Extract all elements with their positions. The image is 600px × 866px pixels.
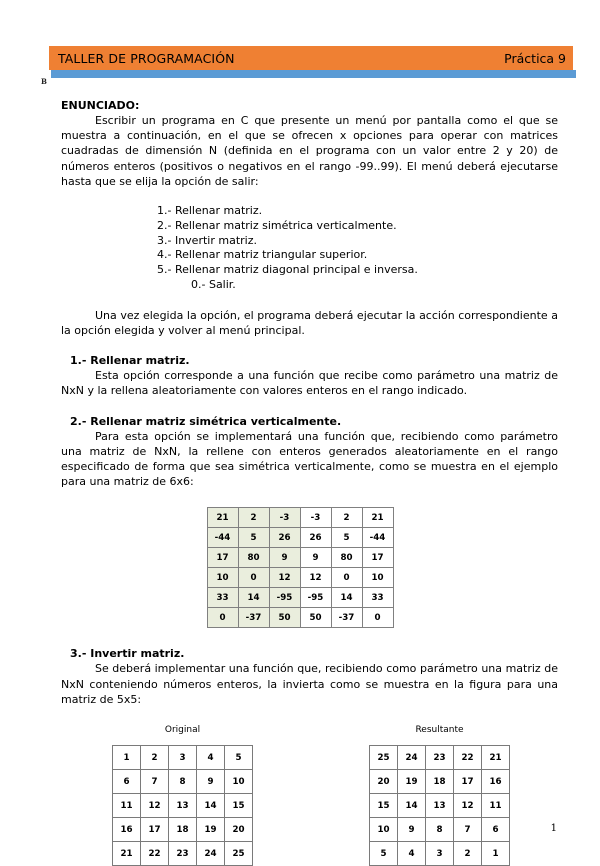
matrix-cell: 50	[269, 608, 300, 628]
spacer	[0, 338, 600, 353]
matrix-row	[207, 508, 393, 528]
matrix-cell: 12	[300, 568, 331, 588]
figure-symmetric-matrix	[0, 507, 600, 628]
spacer	[0, 628, 600, 646]
matrix-row	[370, 770, 510, 794]
symmetric-matrix-table	[207, 507, 394, 628]
paragraph-option-3: Se deberá implementar una función que, recibiendo como parámetro una matriz de NxN conteniendo números enteros, la invierta como se muestra en la figura para una matriz de 5x5:	[61, 662, 558, 706]
page-number: 1	[550, 823, 557, 834]
matrix-row	[113, 818, 253, 842]
matrix-cell: 18	[169, 818, 197, 842]
header-title: TALLER DE PROGRAMACIÓN	[58, 50, 235, 66]
spacer	[0, 189, 600, 204]
matrix-cell: 18	[426, 770, 454, 794]
matrix-cell: 10	[225, 770, 253, 794]
matrix-cell: 16	[113, 818, 141, 842]
matrix-cell: 1	[113, 746, 141, 770]
matrix-cell: 20	[225, 818, 253, 842]
matrix-row	[207, 608, 393, 628]
matrix-cell: 22	[141, 842, 169, 866]
header-blue-rule	[51, 70, 576, 78]
matrix-cell: 9	[300, 548, 331, 568]
matrix-cell: -3	[269, 508, 300, 528]
matrix-cell: 11	[482, 794, 510, 818]
document-header	[49, 46, 573, 70]
matrix-cell: 9	[269, 548, 300, 568]
matrix-row	[207, 568, 393, 588]
matrix-cell: 80	[238, 548, 269, 568]
matrix-cell: 14	[197, 794, 225, 818]
matrix-row	[370, 746, 510, 770]
matrix-cell: 24	[398, 746, 426, 770]
matrix-cell: -37	[238, 608, 269, 628]
menu-option-item: 2.- Rellenar matriz simétrica verticalmente.	[157, 218, 397, 232]
matrix-cell: 17	[454, 770, 482, 794]
figure-resultante	[369, 725, 510, 866]
header-blue-rule-inner	[57, 71, 561, 77]
matrix-cell: 5	[370, 842, 398, 866]
menu-option-item: 5.- Rellenar matriz diagonal principal e inversa.	[157, 263, 418, 277]
matrix-cell: 80	[331, 548, 362, 568]
matrix-cell: 9	[398, 818, 426, 842]
matrix-cell: 5	[238, 528, 269, 548]
document-body	[0, 98, 600, 865]
matrix-cell: 12	[141, 794, 169, 818]
matrix-cell: 33	[362, 588, 393, 608]
matrix-row	[113, 794, 253, 818]
matrix-row	[113, 746, 253, 770]
matrix-cell: -44	[362, 528, 393, 548]
heading-option-2: 2.- Rellenar matriz simétrica verticalmente.	[70, 414, 342, 428]
matrix-cell: 21	[113, 842, 141, 866]
matrix-cell: 17	[207, 548, 238, 568]
matrix-cell: 9	[197, 770, 225, 794]
heading-option-3: 3.- Invertir matriz.	[70, 647, 185, 661]
matrix-cell: 10	[207, 568, 238, 588]
matrix-row	[207, 528, 393, 548]
matrix-cell: 6	[482, 818, 510, 842]
matrix-cell: 0	[238, 568, 269, 588]
matrix-cell: 19	[398, 770, 426, 794]
matrix-cell: 8	[169, 770, 197, 794]
matrix-cell: 10	[370, 818, 398, 842]
matrix-cell: 0	[362, 608, 393, 628]
matrix-cell: 23	[169, 842, 197, 866]
matrix-cell: 3	[426, 842, 454, 866]
matrix-cell: 0	[331, 568, 362, 588]
matrix-cell: 24	[197, 842, 225, 866]
matrix-cell: 50	[300, 608, 331, 628]
matrix-cell: 33	[207, 588, 238, 608]
matrix-cell: 15	[225, 794, 253, 818]
matrix-cell: 17	[141, 818, 169, 842]
matrix-cell: 21	[207, 508, 238, 528]
figure-resultante-caption: Resultante	[415, 725, 464, 736]
matrix-cell: -95	[300, 588, 331, 608]
menu-option-list	[0, 204, 600, 278]
spacer	[0, 293, 600, 308]
matrix-cell: 21	[482, 746, 510, 770]
matrix-cell: 13	[169, 794, 197, 818]
matrix-cell: 26	[300, 528, 331, 548]
menu-option-item: 4.- Rellenar matriz triangular superior.	[157, 248, 368, 262]
matrix-cell: 5	[331, 528, 362, 548]
matrix-row	[207, 588, 393, 608]
figure-original	[112, 725, 253, 866]
matrix-cell: 4	[398, 842, 426, 866]
matrix-cell: 12	[269, 568, 300, 588]
matrix-cell: -3	[300, 508, 331, 528]
matrix-row	[207, 548, 393, 568]
matrix-cell: 2	[141, 746, 169, 770]
matrix-row	[113, 842, 253, 866]
stray-mark-b: B	[41, 77, 47, 86]
matrix-cell: 2	[331, 508, 362, 528]
matrix-cell: 25	[370, 746, 398, 770]
matrix-cell: 10	[362, 568, 393, 588]
matrix-cell: 11	[113, 794, 141, 818]
matrix-cell: 0	[207, 608, 238, 628]
spacer	[0, 707, 600, 725]
matrix-cell: 4	[197, 746, 225, 770]
symmetric-matrix-body	[207, 508, 393, 628]
paragraph-enunciado: Escribir un programa en C que presente un menú por pantalla como el que se muestra a continuación, en el que se ofrecen x opciones para operar con matrices cuadradas de dimensión N (definida en el programa con un valor entre 2 y 20) de números enteros (positivos o negativos en el rango -99..99). El menú deberá ejecutarse hasta que se elija la opción de salir:	[61, 114, 558, 188]
menu-option-item: 3.- Invertir matriz.	[157, 233, 257, 247]
matrix-cell: 14	[331, 588, 362, 608]
matrix-cell: 3	[169, 746, 197, 770]
matrix-cell: -44	[207, 528, 238, 548]
paragraph-option-1: Esta opción corresponde a una función que recibe como parámetro una matriz de NxN y la rellena aleatoriamente con valores enteros en el rango indicado.	[61, 369, 558, 398]
header-banner	[49, 46, 573, 70]
matrix-row	[370, 794, 510, 818]
matrix-cell: 2	[454, 842, 482, 866]
heading-enunciado: ENUNCIADO:	[61, 99, 140, 112]
matrix-row	[113, 770, 253, 794]
matrix-cell: 20	[370, 770, 398, 794]
matrix-cell: 5	[225, 746, 253, 770]
matrix-cell: 16	[482, 770, 510, 794]
matrix-cell: -95	[269, 588, 300, 608]
matrix-cell: 13	[426, 794, 454, 818]
spacer	[0, 489, 600, 507]
matrix-cell: 6	[113, 770, 141, 794]
heading-option-1: 1.- Rellenar matriz.	[70, 354, 190, 368]
matrix-cell: 14	[238, 588, 269, 608]
matrix-cell: 23	[426, 746, 454, 770]
matrix-cell: 26	[269, 528, 300, 548]
matrix-cell: 12	[454, 794, 482, 818]
matrix-cell: 19	[197, 818, 225, 842]
matrix-cell: 1	[482, 842, 510, 866]
matrix-row	[370, 818, 510, 842]
matrix-cell: 7	[141, 770, 169, 794]
paragraph-after-menu: Una vez elegida la opción, el programa deberá ejecutar la acción correspondiente a la opción elegida y volver al menú principal.	[61, 308, 558, 337]
matrix-cell: 22	[454, 746, 482, 770]
spacer	[0, 399, 600, 414]
matrix-row	[370, 842, 510, 866]
matrix-cell: 15	[370, 794, 398, 818]
figure-original-caption: Original	[164, 725, 201, 736]
menu-option-item: 1.- Rellenar matriz.	[157, 204, 263, 218]
paragraph-option-2: Para esta opción se implementará una función que, recibiendo como parámetro una matriz de NxN, la rellene con enteros generados aleatoriamente en el rango especificado de forma que sea simétrica verticalmente, como se muestra en el ejemplo para una matriz de 6x6:	[61, 429, 558, 489]
matrix-cell: 14	[398, 794, 426, 818]
matrix-cell: 17	[362, 548, 393, 568]
matrix-cell: 25	[225, 842, 253, 866]
matrix-cell: 2	[238, 508, 269, 528]
matrix-cell: 21	[362, 508, 393, 528]
matrix-cell: 7	[454, 818, 482, 842]
figure-invert-matrices	[0, 725, 600, 865]
matrix-cell: -37	[331, 608, 362, 628]
menu-option-exit: 0.- Salir.	[191, 278, 236, 291]
matrix-cell: 8	[426, 818, 454, 842]
header-practice-label: Práctica 9	[504, 50, 566, 66]
